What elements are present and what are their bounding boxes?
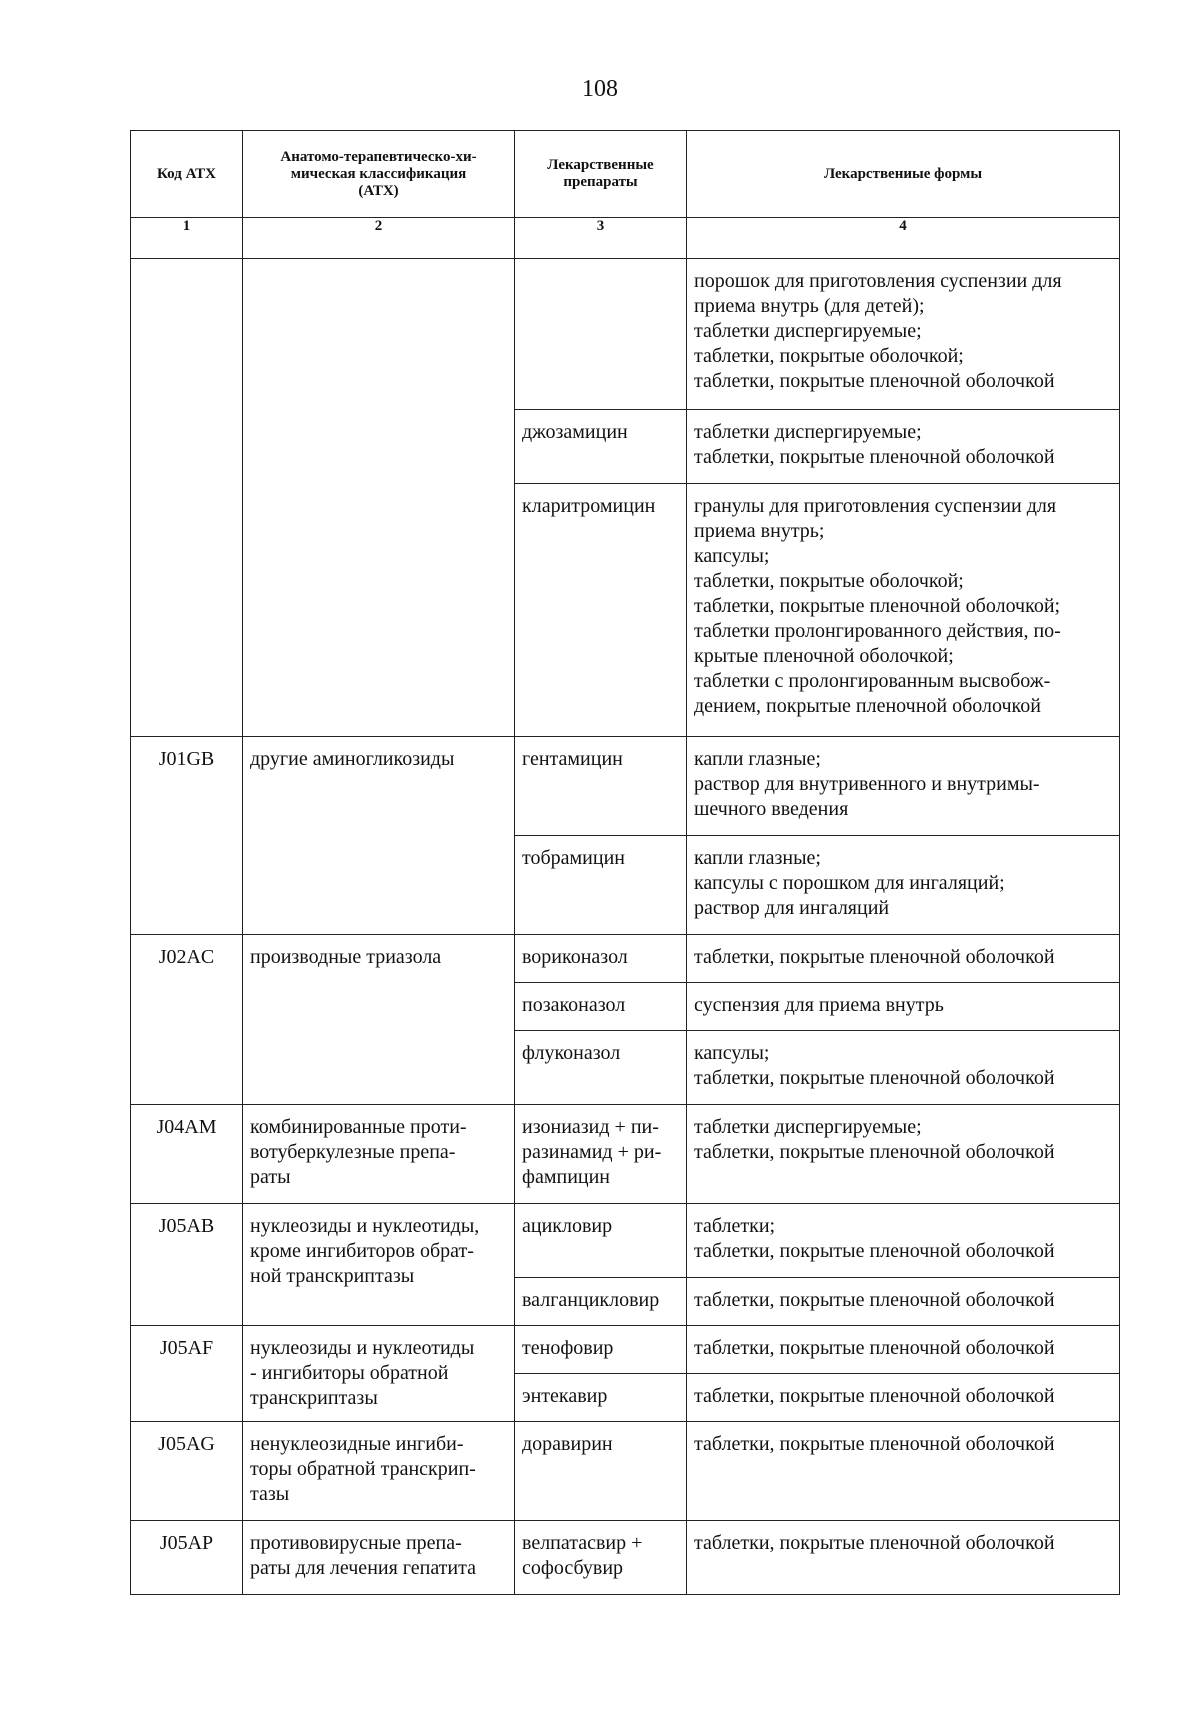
forms-cell: таблетки, покрытые пленочной оболочкой <box>687 1374 1120 1422</box>
table-row <box>131 1521 1120 1595</box>
forms-cell: таблетки, покрытые пленочной оболочкой <box>687 1521 1120 1595</box>
table-row <box>131 737 1120 836</box>
drug-cell: валганцикловир <box>515 1278 687 1326</box>
atx-name-cell: нуклеозиды и нуклеотиды, кроме ингибиторов обрат- ной транскриптазы <box>243 1204 515 1326</box>
atx-code-cell: J04AM <box>131 1105 243 1204</box>
forms-cell: капли глазные; раствор для внутривенного и внутримы- шечного введения <box>687 737 1120 836</box>
forms-cell: таблетки, покрытые пленочной оболочкой <box>687 1422 1120 1521</box>
forms-cell: таблетки диспергируемые; таблетки, покрытые пленочной оболочкой <box>687 410 1120 484</box>
atx-name-cell: комбинированные проти- вотуберкулезные препа- раты <box>243 1105 515 1204</box>
table-row <box>131 935 1120 983</box>
table-header-row <box>131 131 1120 218</box>
header-drugs: Лекарственные препараты <box>515 131 687 218</box>
forms-cell: таблетки диспергируемые; таблетки, покрытые пленочной оболочкой <box>687 1105 1120 1204</box>
header-dosage-forms: Лекарствениые формы <box>687 131 1120 218</box>
atx-code-cell: J05AF <box>131 1326 243 1422</box>
forms-cell: таблетки, покрытые пленочной оболочкой <box>687 1278 1120 1326</box>
drug-cell: кларитромицин <box>515 484 687 737</box>
page-number: 108 <box>582 76 618 102</box>
column-number: 1 <box>131 218 243 259</box>
atx-name-cell: другие аминогликозиды <box>243 737 515 935</box>
atx-name-cell: производные триазола <box>243 935 515 1105</box>
atx-code-cell: J05AG <box>131 1422 243 1521</box>
drug-cell: ацикловир <box>515 1204 687 1278</box>
forms-cell: суспензия для приема внутрь <box>687 983 1120 1031</box>
atx-name-cell: нуклеозиды и нуклеотиды - ингибиторы обратной транскриптазы <box>243 1326 515 1422</box>
forms-cell: гранулы для приготовления суспензии для приема внутрь; капсулы; таблетки, покрытые оболочкой; таблетки, покрытые пленочной оболочкой; таблетки пролонгированного действия, по- крытые пленочной оболочкой; таблетки с пролонгированным высвобож- дением, покрытые пленочной оболочкой <box>687 484 1120 737</box>
atx-code-cell <box>131 259 243 737</box>
drug-cell: вориконазол <box>515 935 687 983</box>
column-number: 4 <box>687 218 1120 259</box>
forms-cell: порошок для приготовления суспензии для приема внутрь (для детей); таблетки диспергируемые; таблетки, покрытые оболочкой; таблетки, покрытые пленочной оболочкой <box>687 259 1120 410</box>
atx-code-cell: J02AC <box>131 935 243 1105</box>
drug-cell: гентамицин <box>515 737 687 836</box>
atx-code-cell: J05AB <box>131 1204 243 1326</box>
drug-cell: тобрамицин <box>515 836 687 935</box>
drug-cell: доравирин <box>515 1422 687 1521</box>
forms-cell: таблетки, покрытые пленочной оболочкой <box>687 935 1120 983</box>
header-atx-classification: Анатомо-терапевтическо-хи- мическая классификация (АТХ) <box>243 131 515 218</box>
forms-cell: капли глазные; капсулы с порошком для ингаляций; раствор для ингаляций <box>687 836 1120 935</box>
drug-cell: джозамицин <box>515 410 687 484</box>
forms-cell: таблетки; таблетки, покрытые пленочной оболочкой <box>687 1204 1120 1278</box>
drug-cell: тенофовир <box>515 1326 687 1374</box>
column-number: 2 <box>243 218 515 259</box>
drug-cell: изониазид + пи- разинамид + ри- фампицин <box>515 1105 687 1204</box>
table-row <box>131 1326 1120 1374</box>
drug-cell <box>515 259 687 410</box>
forms-cell: капсулы; таблетки, покрытые пленочной оболочкой <box>687 1031 1120 1105</box>
atx-name-cell: ненуклеозидные ингиби- торы обратной транскрип- тазы <box>243 1422 515 1521</box>
column-number: 3 <box>515 218 687 259</box>
table-row <box>131 259 1120 410</box>
column-number-row <box>131 218 1120 259</box>
atx-name-cell <box>243 259 515 737</box>
table-row <box>131 1422 1120 1521</box>
drug-cell: энтекавир <box>515 1374 687 1422</box>
table-row <box>131 1204 1120 1278</box>
table-row <box>131 1105 1120 1204</box>
atx-code-cell: J05AP <box>131 1521 243 1595</box>
drug-cell: велпатасвир + софосбувир <box>515 1521 687 1595</box>
drug-cell: флуконазол <box>515 1031 687 1105</box>
header-code: Код АТХ <box>131 131 243 218</box>
atx-name-cell: противовирусные препа- раты для лечения гепатита <box>243 1521 515 1595</box>
atx-table <box>130 130 1120 1595</box>
atx-table-container <box>130 130 1119 1595</box>
atx-code-cell: J01GB <box>131 737 243 935</box>
forms-cell: таблетки, покрытые пленочной оболочкой <box>687 1326 1120 1374</box>
drug-cell: позаконазол <box>515 983 687 1031</box>
